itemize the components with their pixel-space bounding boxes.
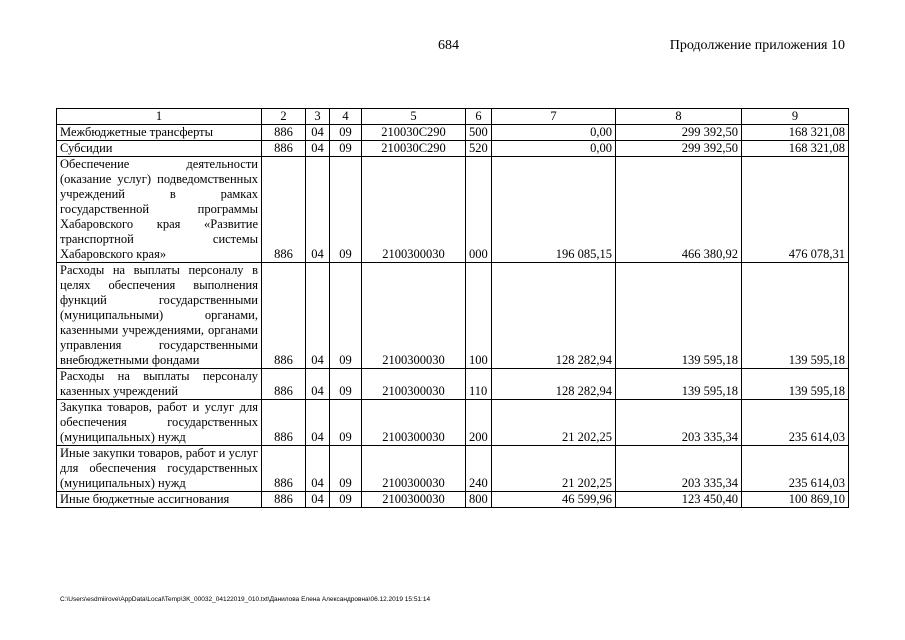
- ministry-code: 886: [262, 141, 306, 157]
- amount-col8: 299 392,50: [616, 125, 742, 141]
- table-row: [57, 400, 849, 446]
- section-code: 04: [306, 492, 330, 508]
- column-header: 9: [742, 109, 849, 125]
- target-article-code: 2100300030: [362, 263, 466, 369]
- amount-col8: 139 595,18: [616, 263, 742, 369]
- subsection-code: 09: [330, 157, 362, 263]
- amount-col9: 139 595,18: [742, 263, 849, 369]
- ministry-code: 886: [262, 446, 306, 492]
- expense-name: Расходы на выплаты персоналу казенных учреждений: [57, 369, 262, 400]
- column-header: 6: [466, 109, 492, 125]
- target-article-code: 210030С290: [362, 141, 466, 157]
- page-number: 684: [438, 38, 459, 53]
- column-header: 5: [362, 109, 466, 125]
- expense-type-code: 800: [466, 492, 492, 508]
- subsection-code: 09: [330, 400, 362, 446]
- amount-col9: 168 321,08: [742, 141, 849, 157]
- section-code: 04: [306, 157, 330, 263]
- ministry-code: 886: [262, 492, 306, 508]
- amount-col8: 123 450,40: [616, 492, 742, 508]
- amount-col9: 168 321,08: [742, 125, 849, 141]
- expense-name: Расходы на выплаты персоналу в целях обеспечения выполнения функций государственными (муниципальными) органами, казенными учреждениями, органами управления государственными внебюджетными фондами: [57, 263, 262, 369]
- expense-name: Закупка товаров, работ и услуг для обеспечения государственных (муниципальных) нужд: [57, 400, 262, 446]
- target-article-code: 2100300030: [362, 369, 466, 400]
- ministry-code: 886: [262, 157, 306, 263]
- column-header: 3: [306, 109, 330, 125]
- target-article-code: 2100300030: [362, 492, 466, 508]
- expense-name: Иные закупки товаров, работ и услуг для обеспечения государственных (муниципальных) нужд: [57, 446, 262, 492]
- table-row: [57, 369, 849, 400]
- amount-col7: 21 202,25: [492, 400, 616, 446]
- expense-type-code: 520: [466, 141, 492, 157]
- amount-col8: 139 595,18: [616, 369, 742, 400]
- amount-col8: 466 380,92: [616, 157, 742, 263]
- section-code: 04: [306, 141, 330, 157]
- subsection-code: 09: [330, 263, 362, 369]
- subsection-code: 09: [330, 125, 362, 141]
- expense-type-code: 110: [466, 369, 492, 400]
- appendix-continuation-title: Продолжение приложения 10: [669, 38, 845, 53]
- subsection-code: 09: [330, 446, 362, 492]
- amount-col7: 46 599,96: [492, 492, 616, 508]
- target-article-code: 2100300030: [362, 157, 466, 263]
- column-header: 1: [57, 109, 262, 125]
- expense-type-code: 000: [466, 157, 492, 263]
- section-code: 04: [306, 263, 330, 369]
- section-code: 04: [306, 400, 330, 446]
- ministry-code: 886: [262, 400, 306, 446]
- section-code: 04: [306, 446, 330, 492]
- ministry-code: 886: [262, 263, 306, 369]
- table-row: [57, 492, 849, 508]
- expense-name: Субсидии: [57, 141, 262, 157]
- target-article-code: 210030С290: [362, 125, 466, 141]
- column-header: 4: [330, 109, 362, 125]
- ministry-code: 886: [262, 369, 306, 400]
- table-row: [57, 157, 849, 263]
- subsection-code: 09: [330, 492, 362, 508]
- subsection-code: 09: [330, 369, 362, 400]
- amount-col9: 100 869,10: [742, 492, 849, 508]
- amount-col9: 139 595,18: [742, 369, 849, 400]
- amount-col9: 235 614,03: [742, 446, 849, 492]
- expense-type-code: 240: [466, 446, 492, 492]
- section-code: 04: [306, 369, 330, 400]
- amount-col7: 0,00: [492, 141, 616, 157]
- target-article-code: 2100300030: [362, 446, 466, 492]
- ministry-code: 886: [262, 125, 306, 141]
- budget-table: [56, 108, 849, 508]
- expense-type-code: 200: [466, 400, 492, 446]
- amount-col7: 196 085,15: [492, 157, 616, 263]
- subsection-code: 09: [330, 141, 362, 157]
- expense-type-code: 100: [466, 263, 492, 369]
- amount-col8: 203 335,34: [616, 400, 742, 446]
- expense-name: Обеспечение деятельности (оказание услуг) подведомственных учреждений в рамках государственной программы Хабаровского края «Развитие транспортной системы Хабаровского края»: [57, 157, 262, 263]
- amount-col7: 21 202,25: [492, 446, 616, 492]
- table-row: [57, 263, 849, 369]
- amount-col9: 476 078,31: [742, 157, 849, 263]
- table-row: [57, 446, 849, 492]
- column-header: 8: [616, 109, 742, 125]
- amount-col7: 128 282,94: [492, 369, 616, 400]
- expense-name: Межбюджетные трансферты: [57, 125, 262, 141]
- target-article-code: 2100300030: [362, 400, 466, 446]
- expense-name: Иные бюджетные ассигнования: [57, 492, 262, 508]
- expense-type-code: 500: [466, 125, 492, 141]
- table-row: [57, 141, 849, 157]
- column-header: 2: [262, 109, 306, 125]
- amount-col9: 235 614,03: [742, 400, 849, 446]
- table-header-row: [57, 109, 849, 125]
- amount-col8: 299 392,50: [616, 141, 742, 157]
- table-row: [57, 125, 849, 141]
- column-header: 7: [492, 109, 616, 125]
- section-code: 04: [306, 125, 330, 141]
- amount-col7: 0,00: [492, 125, 616, 141]
- amount-col7: 128 282,94: [492, 263, 616, 369]
- document-file-path: C:\Users\esdmiirove\AppData\Local\Temp\3K_00032_04122019_010.txt\Данилова Елена Александровна\06.12.2019 15:51:14: [60, 596, 431, 603]
- amount-col8: 203 335,34: [616, 446, 742, 492]
